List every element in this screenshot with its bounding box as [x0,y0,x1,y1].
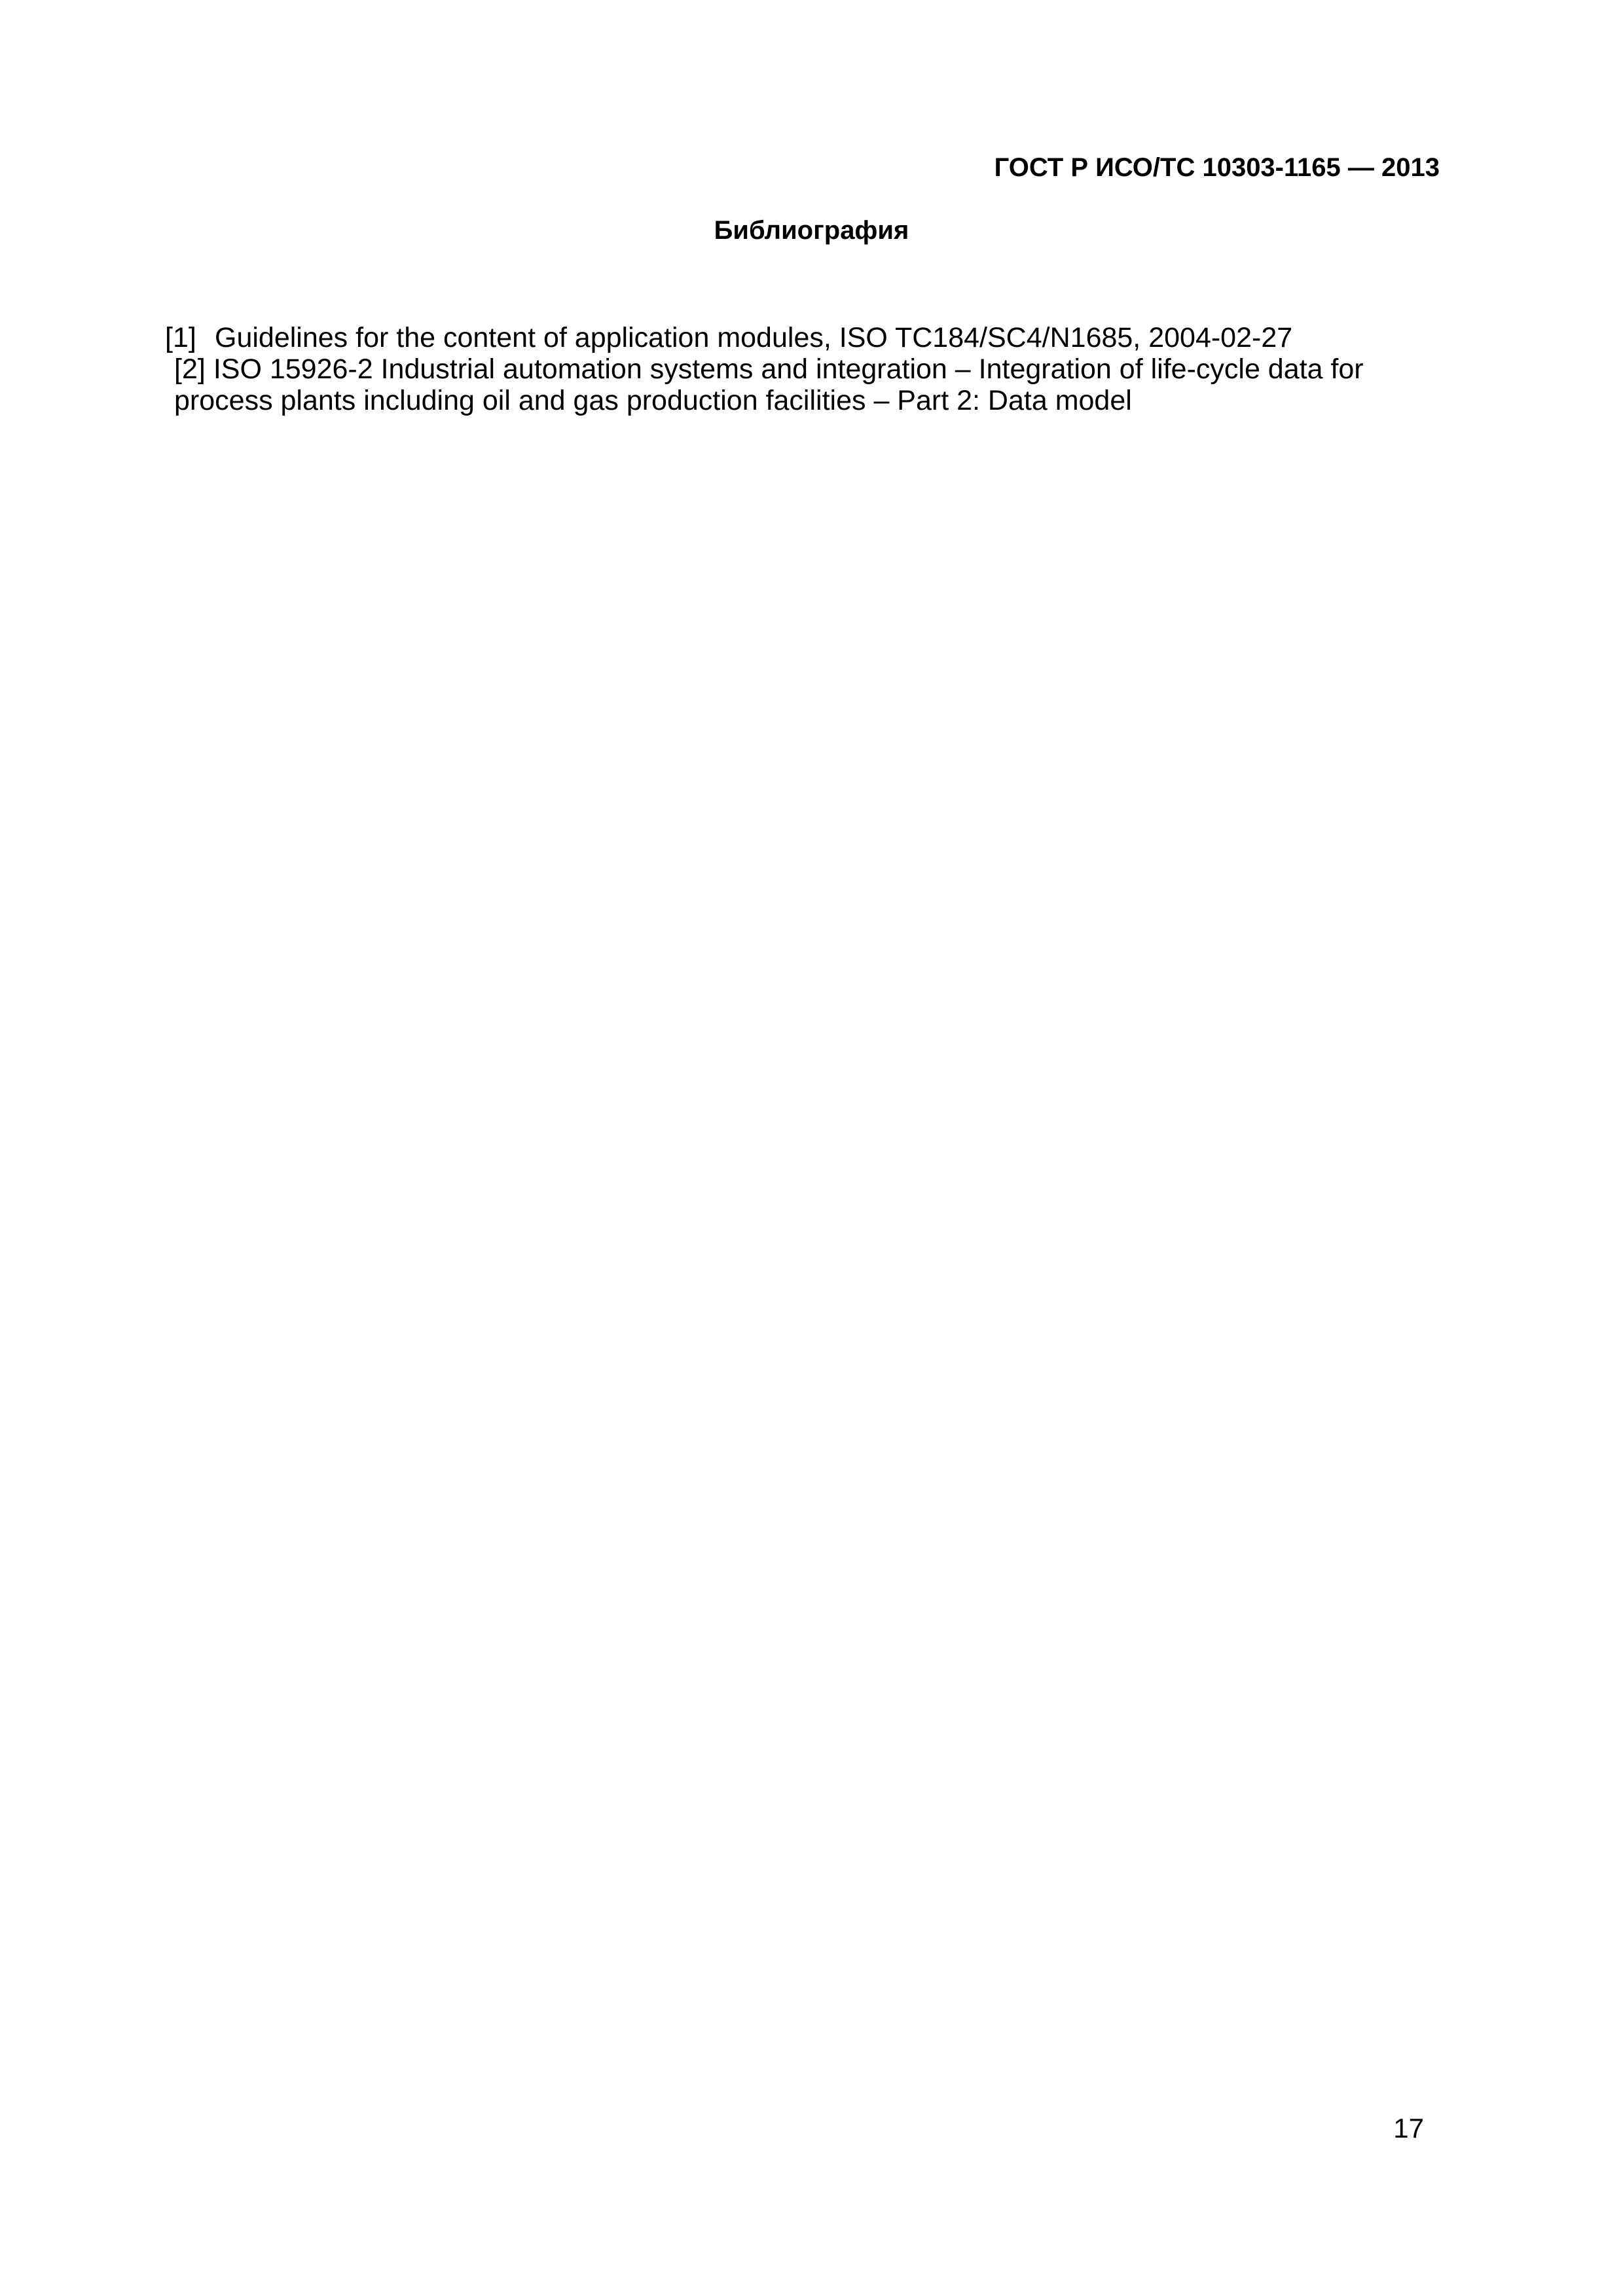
bibliography-entry-number: [2] [174,353,206,385]
bibliography-entry-number: [1] [165,322,196,353]
bibliography-entry-1 [165,322,1468,353]
bibliography-list [165,322,1468,416]
section-title: Библиография [714,216,909,245]
document-code-header: ГОСТ Р ИСО/ТС 10303-1165 — 2013 [994,153,1440,182]
page-number: 17 [1393,2113,1424,2144]
bibliography-entry-text: Guidelines for the content of application modules, ISO TC184/SC4/N1685, 2004-02-27 [215,322,1293,353]
bibliography-entry-text: ISO 15926-2 Industrial automation systems and integration – Integration of life-cycle data for process plants including oil and gas production facilities – Part 2: Data model [174,353,1364,416]
bibliography-entry-2 [165,353,1468,416]
